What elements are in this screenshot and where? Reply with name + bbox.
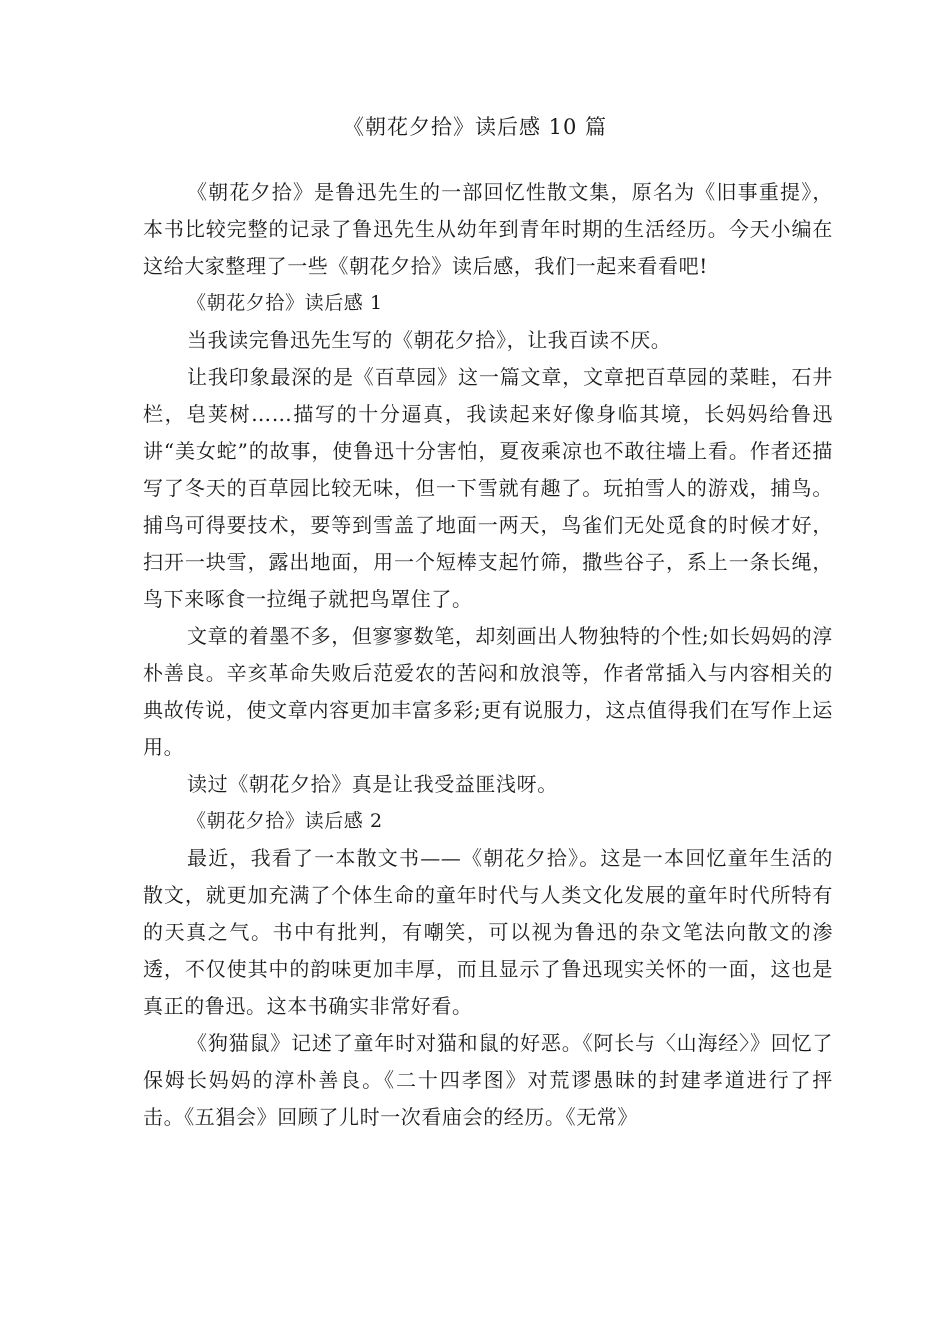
paragraph: 最近，我看了一本散文书——《朝花夕拾》。这是一本回忆童年生活的散文，就更加充满了个体生命的童年时代与人类文化发展的童年时代所特有的天真之气。书中有批判，有嘲笑，可以视为鲁迅的杂文笔法向散文的渗透，不仅使其中的韵味更加丰厚，而且显示了鲁迅现实关怀的一面，这也是真正的鲁迅。这本书确实非常好看。	[143, 846, 833, 1018]
paragraph: 让我印象最深的是《百草园》这一篇文章，文章把百草园的菜畦，石井栏，皂荚树……描写的十分逼真，我读起来好像身临其境，长妈妈给鲁迅讲“美女蛇”的故事，使鲁迅十分害怕，夏夜乘凉也不敢往墙上看。作者还描写了冬天的百草园比较无味，但一下雪就有趣了。玩拍雪人的游戏，捕鸟。捕鸟可得要技术，要等到雪盖了地面一两天，鸟雀们无处觅食的时候才好，扫开一块雪，露出地面，用一个短棒支起竹筛，撒些谷子，系上一条长绳，鸟下来啄食一拉绳子就把鸟罩住了。	[143, 365, 833, 611]
paragraph: 《狗猫鼠》记述了童年时对猫和鼠的好恶。《阿长与〈山海经〉》回忆了保姆长妈妈的淳朴善良。《二十四孝图》对荒谬愚昧的封建孝道进行了抨击。《五猖会》回顾了儿时一次看庙会的经历。《无常》	[143, 1031, 833, 1129]
document-title: 《朝花夕拾》读后感 10 篇	[342, 115, 608, 139]
section-heading-1: 《朝花夕拾》读后感 1	[187, 292, 383, 314]
paragraph: 读过《朝花夕拾》真是让我受益匪浅呀。	[187, 772, 558, 796]
section-heading-2: 《朝花夕拾》读后感 2	[187, 810, 383, 832]
paragraph: 当我读完鲁迅先生写的《朝花夕拾》，让我百读不厌。	[187, 328, 672, 352]
document-body	[143, 174, 833, 1136]
paragraph: 文章的着墨不多，但寥寥数笔，却刻画出人物独特的个性;如长妈妈的淳朴善良。辛亥革命失败后范爱农的苦闷和放浪等，作者常插入与内容相关的典故传说，使文章内容更加丰富多彩;更有说服力，这点值得我们在写作上运用。	[143, 624, 833, 759]
intro-paragraph: 《朝花夕拾》是鲁迅先生的一部回忆性散文集，原名为《旧事重提》，本书比较完整的记录了鲁迅先生从幼年到青年时期的生活经历。今天小编在这给大家整理了一些《朝花夕拾》读后感，我们一起来看看吧!	[143, 180, 833, 278]
